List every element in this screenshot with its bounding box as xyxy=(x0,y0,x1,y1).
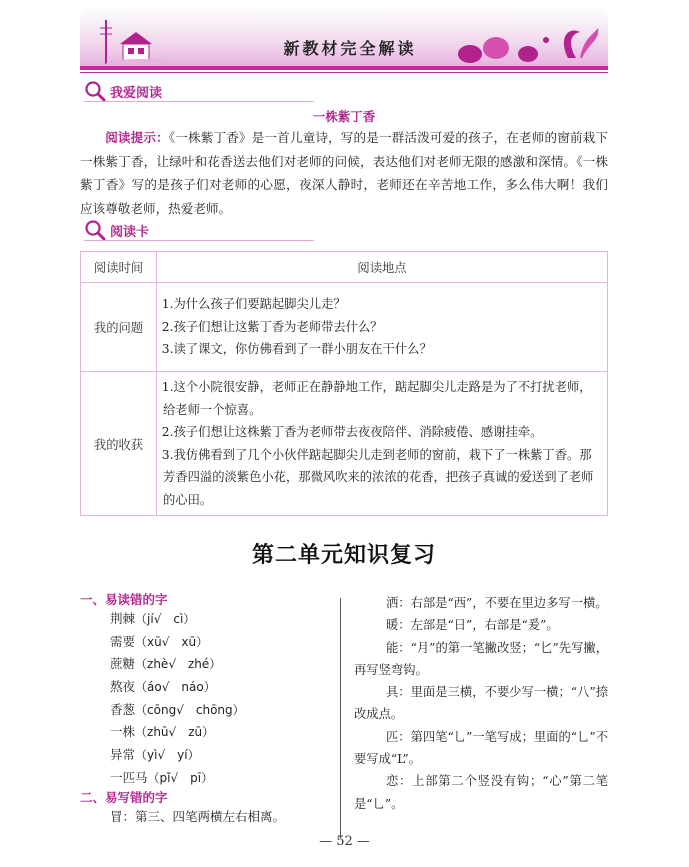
page-header xyxy=(80,8,608,72)
list-item: 1.这个小院很安静，老师正在静静地工作，踮起脚尖儿走路是为了不打扰老师，给老师一个惊喜。 xyxy=(161,380,592,417)
list-item: 暖：左部是“日”，右部是“爰”。 xyxy=(385,618,559,633)
header-rule-thin xyxy=(80,72,608,73)
page-number: — 52 — xyxy=(319,834,370,849)
list-item: 恋：上部第二个竖没有钩；“心”第二笔是“⺃”。 xyxy=(354,774,608,811)
row-category: 我的收获 xyxy=(81,372,157,516)
reading-section-label: 我爱阅读 xyxy=(110,85,163,101)
card-section-label: 阅读卡 xyxy=(110,224,150,240)
list-item: 香葱（cōng√ chōng） xyxy=(110,701,245,717)
list-item: 3.我仿佛看到了几个小伙伴踮起脚尖儿走到老师的窗前，栽下了一株紫丁香。那芳香四溢的淡紫色小花，那微风吹来的浓浓的花香，把孩子真诚的爱送到了老师的心田。 xyxy=(161,447,594,507)
list-item: 1.为什么孩子们要踮起脚尖儿走？ xyxy=(161,297,346,312)
easy-write-heading: 二、易写错的字 xyxy=(80,790,168,805)
header-rule-thick xyxy=(80,66,608,70)
article-title: 一株紫丁香 xyxy=(312,109,376,124)
house-illustration xyxy=(92,14,172,66)
unit-title: 第二单元知识复习 xyxy=(251,542,436,568)
list-item: 2.孩子们想让这株紫丁香为老师带去夜夜陪伴、消除疲倦、感谢挂牵。 xyxy=(161,425,543,439)
reading-card-table xyxy=(80,251,608,516)
section-underline xyxy=(84,240,314,241)
column-header: 阅读时间 xyxy=(81,252,157,283)
tip-text: 《一株紫丁香》是一首儿童诗，写的是一群活泼可爱的孩子，在老师的窗前栽下一株紫丁香，让绿叶和花香送去他们对老师的问候，表达他们对老师无限的感激和深情。《一株紫丁香》写的是孩子们对老师的心愿，夜深人静时，老师还在辛苦地工作，多么伟大啊！我们应该尊敬老师，热爱老师。 xyxy=(80,130,608,216)
easy-write-notes xyxy=(354,592,608,815)
reading-section-heading xyxy=(84,80,162,102)
column-divider xyxy=(340,598,341,838)
easy-read-list xyxy=(110,608,245,790)
section-underline xyxy=(84,101,314,102)
column-header: 阅读地点 xyxy=(157,252,608,283)
list-item: 洒：右部是“西”，不要在里边多写一横。 xyxy=(385,596,608,610)
easy-read-heading: 一、易读错的字 xyxy=(80,592,168,607)
list-item: 一匹马（pǐ√ pī） xyxy=(110,769,214,785)
row-content xyxy=(157,283,608,372)
list-item: 3.读了课文，你仿佛看到了一群小朋友在干什么？ xyxy=(161,342,432,357)
table-row xyxy=(81,372,608,516)
row-content xyxy=(157,372,608,516)
easy-write-left-note: 冒：第三、四笔两横左右相离。 xyxy=(110,809,286,824)
magnifier-icon xyxy=(84,80,106,102)
header-title: 新教材完全解读 xyxy=(283,39,417,58)
list-item: 需要（xū√ xū） xyxy=(110,633,209,649)
list-item: 异常（yì√ yí） xyxy=(110,747,200,763)
row-category: 我的问题 xyxy=(81,283,157,372)
list-item: 熬夜（áo√ náo） xyxy=(110,679,216,695)
list-item: 匹：第四笔“乚”一笔写成；里面的“乚”不要写成“L”。 xyxy=(354,729,608,767)
reading-tip xyxy=(80,126,608,220)
magnifier-icon xyxy=(84,219,106,241)
list-item: 荆棘（jí√ cì） xyxy=(110,611,196,626)
list-item: 具：里面是三横，不要少写一横；“八”捺改成点。 xyxy=(354,685,608,722)
card-section-heading xyxy=(84,219,149,241)
table-header-row xyxy=(81,252,608,283)
list-item: 2.孩子们想让这紫丁香为老师带去什么？ xyxy=(161,319,383,334)
list-item: 蔗糖（zhè√ zhé） xyxy=(110,656,222,672)
tip-label: 阅读提示： xyxy=(105,130,169,145)
table-row xyxy=(81,283,608,372)
list-item: 一株（zhū√ zū） xyxy=(110,724,215,740)
flowers-illustration xyxy=(450,18,600,68)
list-item: 能：“月”的第一笔撇改竖；“匕”先写撇，再写竖弯钩。 xyxy=(354,640,608,677)
